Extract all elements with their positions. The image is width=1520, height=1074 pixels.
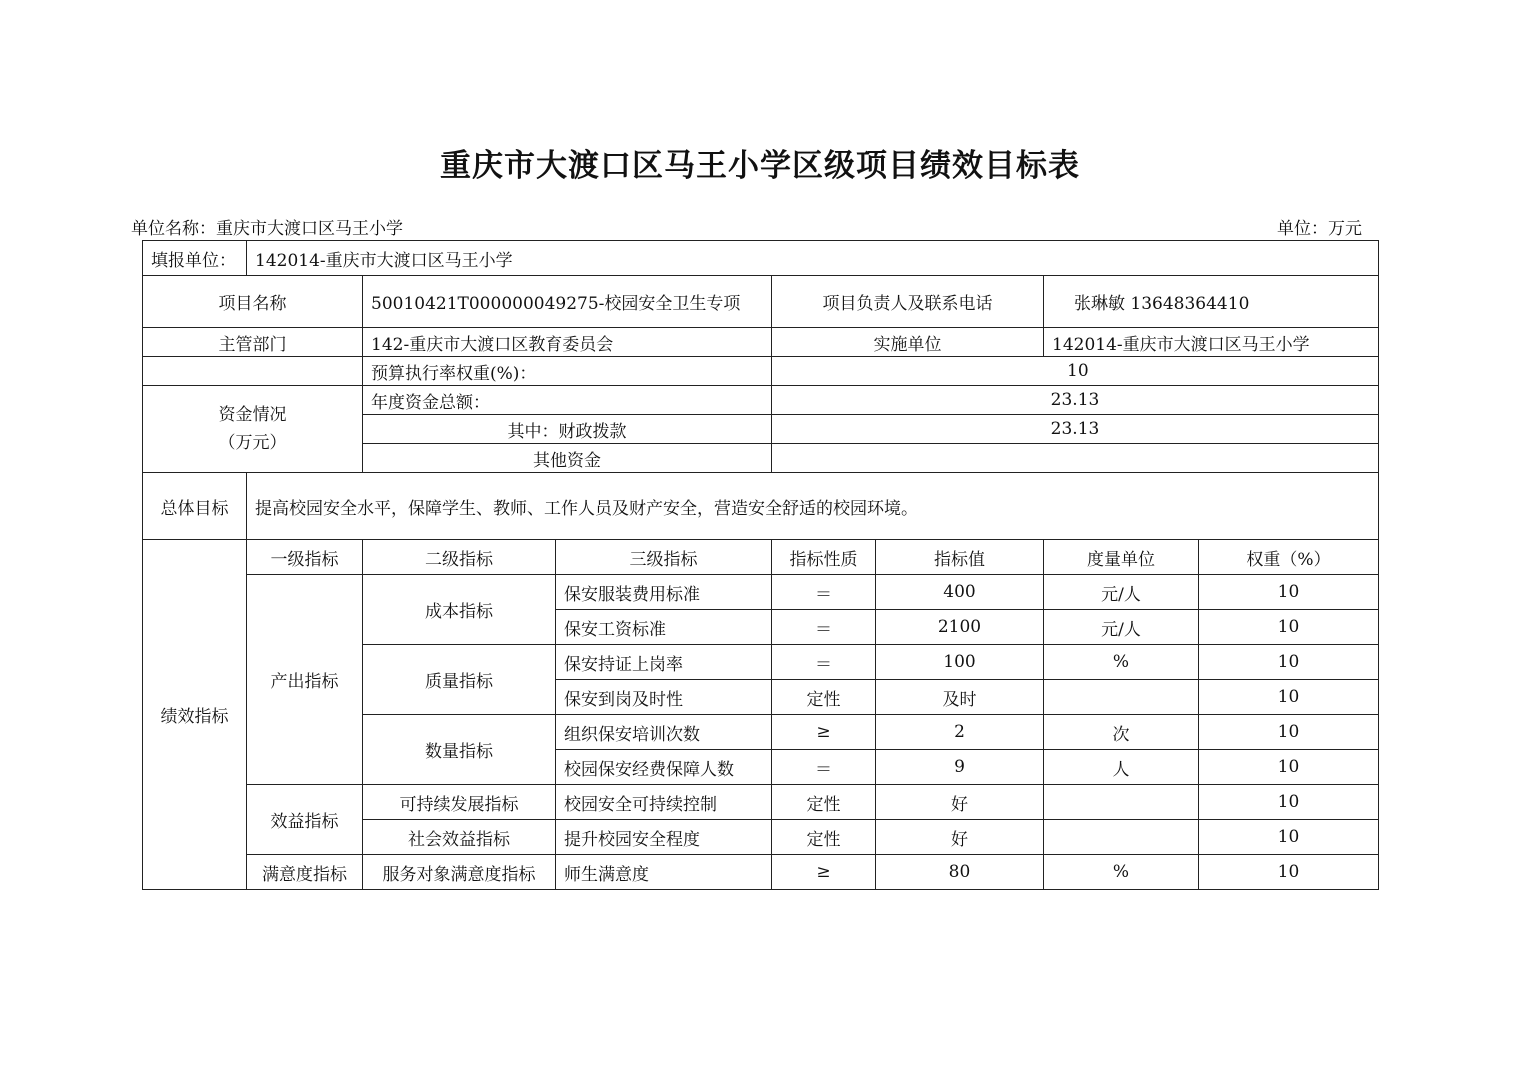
indicator-name: 校园安全可持续控制 — [556, 785, 772, 820]
level1-output: 产出指标 — [247, 575, 363, 785]
project-row — [143, 276, 1379, 328]
goal-label: 总体目标 — [143, 473, 247, 540]
perf-section-label: 绩效指标 — [143, 540, 247, 890]
impl-value: 142014-重庆市大渡口区马王小学 — [1044, 328, 1379, 357]
header-weight: 权重（%） — [1199, 540, 1379, 575]
indicator-unit: 人 — [1044, 750, 1199, 785]
budget-weight-row — [143, 357, 1379, 386]
indicator-weight: 10 — [1199, 785, 1379, 820]
impl-label: 实施单位 — [772, 328, 1044, 357]
other-funds-label: 其他资金 — [363, 444, 772, 473]
indicator-name: 保安工资标准 — [556, 610, 772, 645]
table-row — [143, 785, 1379, 820]
indicator-nature: ≥ — [772, 855, 876, 890]
indicator-value: 2100 — [876, 610, 1044, 645]
annual-total-row — [143, 386, 1379, 415]
level1-satisfaction: 满意度指标 — [247, 855, 363, 890]
indicator-weight: 10 — [1199, 855, 1379, 890]
indicator-value: 好 — [876, 785, 1044, 820]
indicator-name: 师生满意度 — [556, 855, 772, 890]
indicator-weight: 10 — [1199, 750, 1379, 785]
indicator-weight: 10 — [1199, 575, 1379, 610]
other-funds-value — [772, 444, 1379, 473]
indicator-name: 提升校园安全程度 — [556, 820, 772, 855]
reporting-label: 填报单位： — [143, 241, 247, 276]
level2-quantity: 数量指标 — [363, 715, 556, 785]
level1-benefit: 效益指标 — [247, 785, 363, 855]
dept-row — [143, 328, 1379, 357]
perf-header-row — [143, 540, 1379, 575]
indicator-weight: 10 — [1199, 715, 1379, 750]
indicator-unit — [1044, 820, 1199, 855]
project-name-label: 项目名称 — [143, 276, 363, 328]
indicator-unit — [1044, 785, 1199, 820]
goal-value: 提高校园安全水平，保障学生、教师、工作人员及财产安全，营造安全舒适的校园环境。 — [247, 473, 1379, 540]
page-title: 重庆市大渡口区马王小学区级项目绩效目标表 — [440, 148, 1080, 184]
funds-label — [143, 386, 363, 473]
indicator-name: 保安到岗及时性 — [556, 680, 772, 715]
indicator-value: 100 — [876, 645, 1044, 680]
header-unit: 度量单位 — [1044, 540, 1199, 575]
indicator-nature: ＝ — [772, 645, 876, 680]
indicator-nature: ≥ — [772, 715, 876, 750]
leader-label: 项目负责人及联系电话 — [772, 276, 1044, 328]
annual-total-value: 23.13 — [772, 386, 1379, 415]
indicator-value: 9 — [876, 750, 1044, 785]
indicator-unit — [1044, 680, 1199, 715]
indicator-weight: 10 — [1199, 645, 1379, 680]
level2-quality: 质量指标 — [363, 645, 556, 715]
reporting-value: 142014-重庆市大渡口区马王小学 — [247, 241, 1379, 276]
indicator-nature: ＝ — [772, 575, 876, 610]
indicator-unit: % — [1044, 855, 1199, 890]
table-row — [143, 575, 1379, 610]
header-level1: 一级指标 — [247, 540, 363, 575]
budget-weight-blank — [143, 357, 363, 386]
funds-label-line2: （万元） — [218, 433, 287, 453]
header-value: 指标值 — [876, 540, 1044, 575]
dept-value: 142-重庆市大渡口区教育委员会 — [363, 328, 772, 357]
indicator-weight: 10 — [1199, 680, 1379, 715]
annual-total-label: 年度资金总额： — [363, 386, 772, 415]
header-level2: 二级指标 — [363, 540, 556, 575]
leader-value: 张琳敏 13648364410 — [1044, 276, 1379, 328]
header-level3: 三级指标 — [556, 540, 772, 575]
indicator-unit: 元/人 — [1044, 575, 1199, 610]
reporting-row — [143, 241, 1379, 276]
indicator-value: 80 — [876, 855, 1044, 890]
level2-social: 社会效益指标 — [363, 820, 556, 855]
indicator-name: 保安服装费用标准 — [556, 575, 772, 610]
indicator-value: 2 — [876, 715, 1044, 750]
unit-currency: 单位：万元 — [1277, 219, 1362, 239]
indicator-unit: 元/人 — [1044, 610, 1199, 645]
indicator-nature: ＝ — [772, 610, 876, 645]
indicator-weight: 10 — [1199, 610, 1379, 645]
indicator-value: 好 — [876, 820, 1044, 855]
indicator-name: 组织保安培训次数 — [556, 715, 772, 750]
fiscal-label: 其中：财政拨款 — [363, 415, 772, 444]
fiscal-value: 23.13 — [772, 415, 1379, 444]
indicator-name: 保安持证上岗率 — [556, 645, 772, 680]
funds-label-line1: 资金情况 — [218, 405, 287, 425]
level2-service: 服务对象满意度指标 — [363, 855, 556, 890]
indicator-weight: 10 — [1199, 820, 1379, 855]
budget-weight-value: 10 — [772, 357, 1379, 386]
goal-row — [143, 473, 1379, 540]
dept-label: 主管部门 — [143, 328, 363, 357]
indicator-unit: % — [1044, 645, 1199, 680]
indicator-nature: 定性 — [772, 785, 876, 820]
level2-cost: 成本指标 — [363, 575, 556, 645]
project-name-value: 50010421T000000049275-校园安全卫生专项 — [363, 276, 772, 328]
indicator-nature: ＝ — [772, 750, 876, 785]
budget-weight-label: 预算执行率权重(%)： — [363, 357, 772, 386]
unit-name: 单位名称：重庆市大渡口区马王小学 — [131, 219, 403, 239]
indicator-nature: 定性 — [772, 680, 876, 715]
header-nature: 指标性质 — [772, 540, 876, 575]
performance-table — [142, 240, 1379, 890]
table-row — [143, 855, 1379, 890]
level2-sustain: 可持续发展指标 — [363, 785, 556, 820]
indicator-unit: 次 — [1044, 715, 1199, 750]
indicator-value: 400 — [876, 575, 1044, 610]
indicator-name: 校园保安经费保障人数 — [556, 750, 772, 785]
indicator-value: 及时 — [876, 680, 1044, 715]
indicator-nature: 定性 — [772, 820, 876, 855]
